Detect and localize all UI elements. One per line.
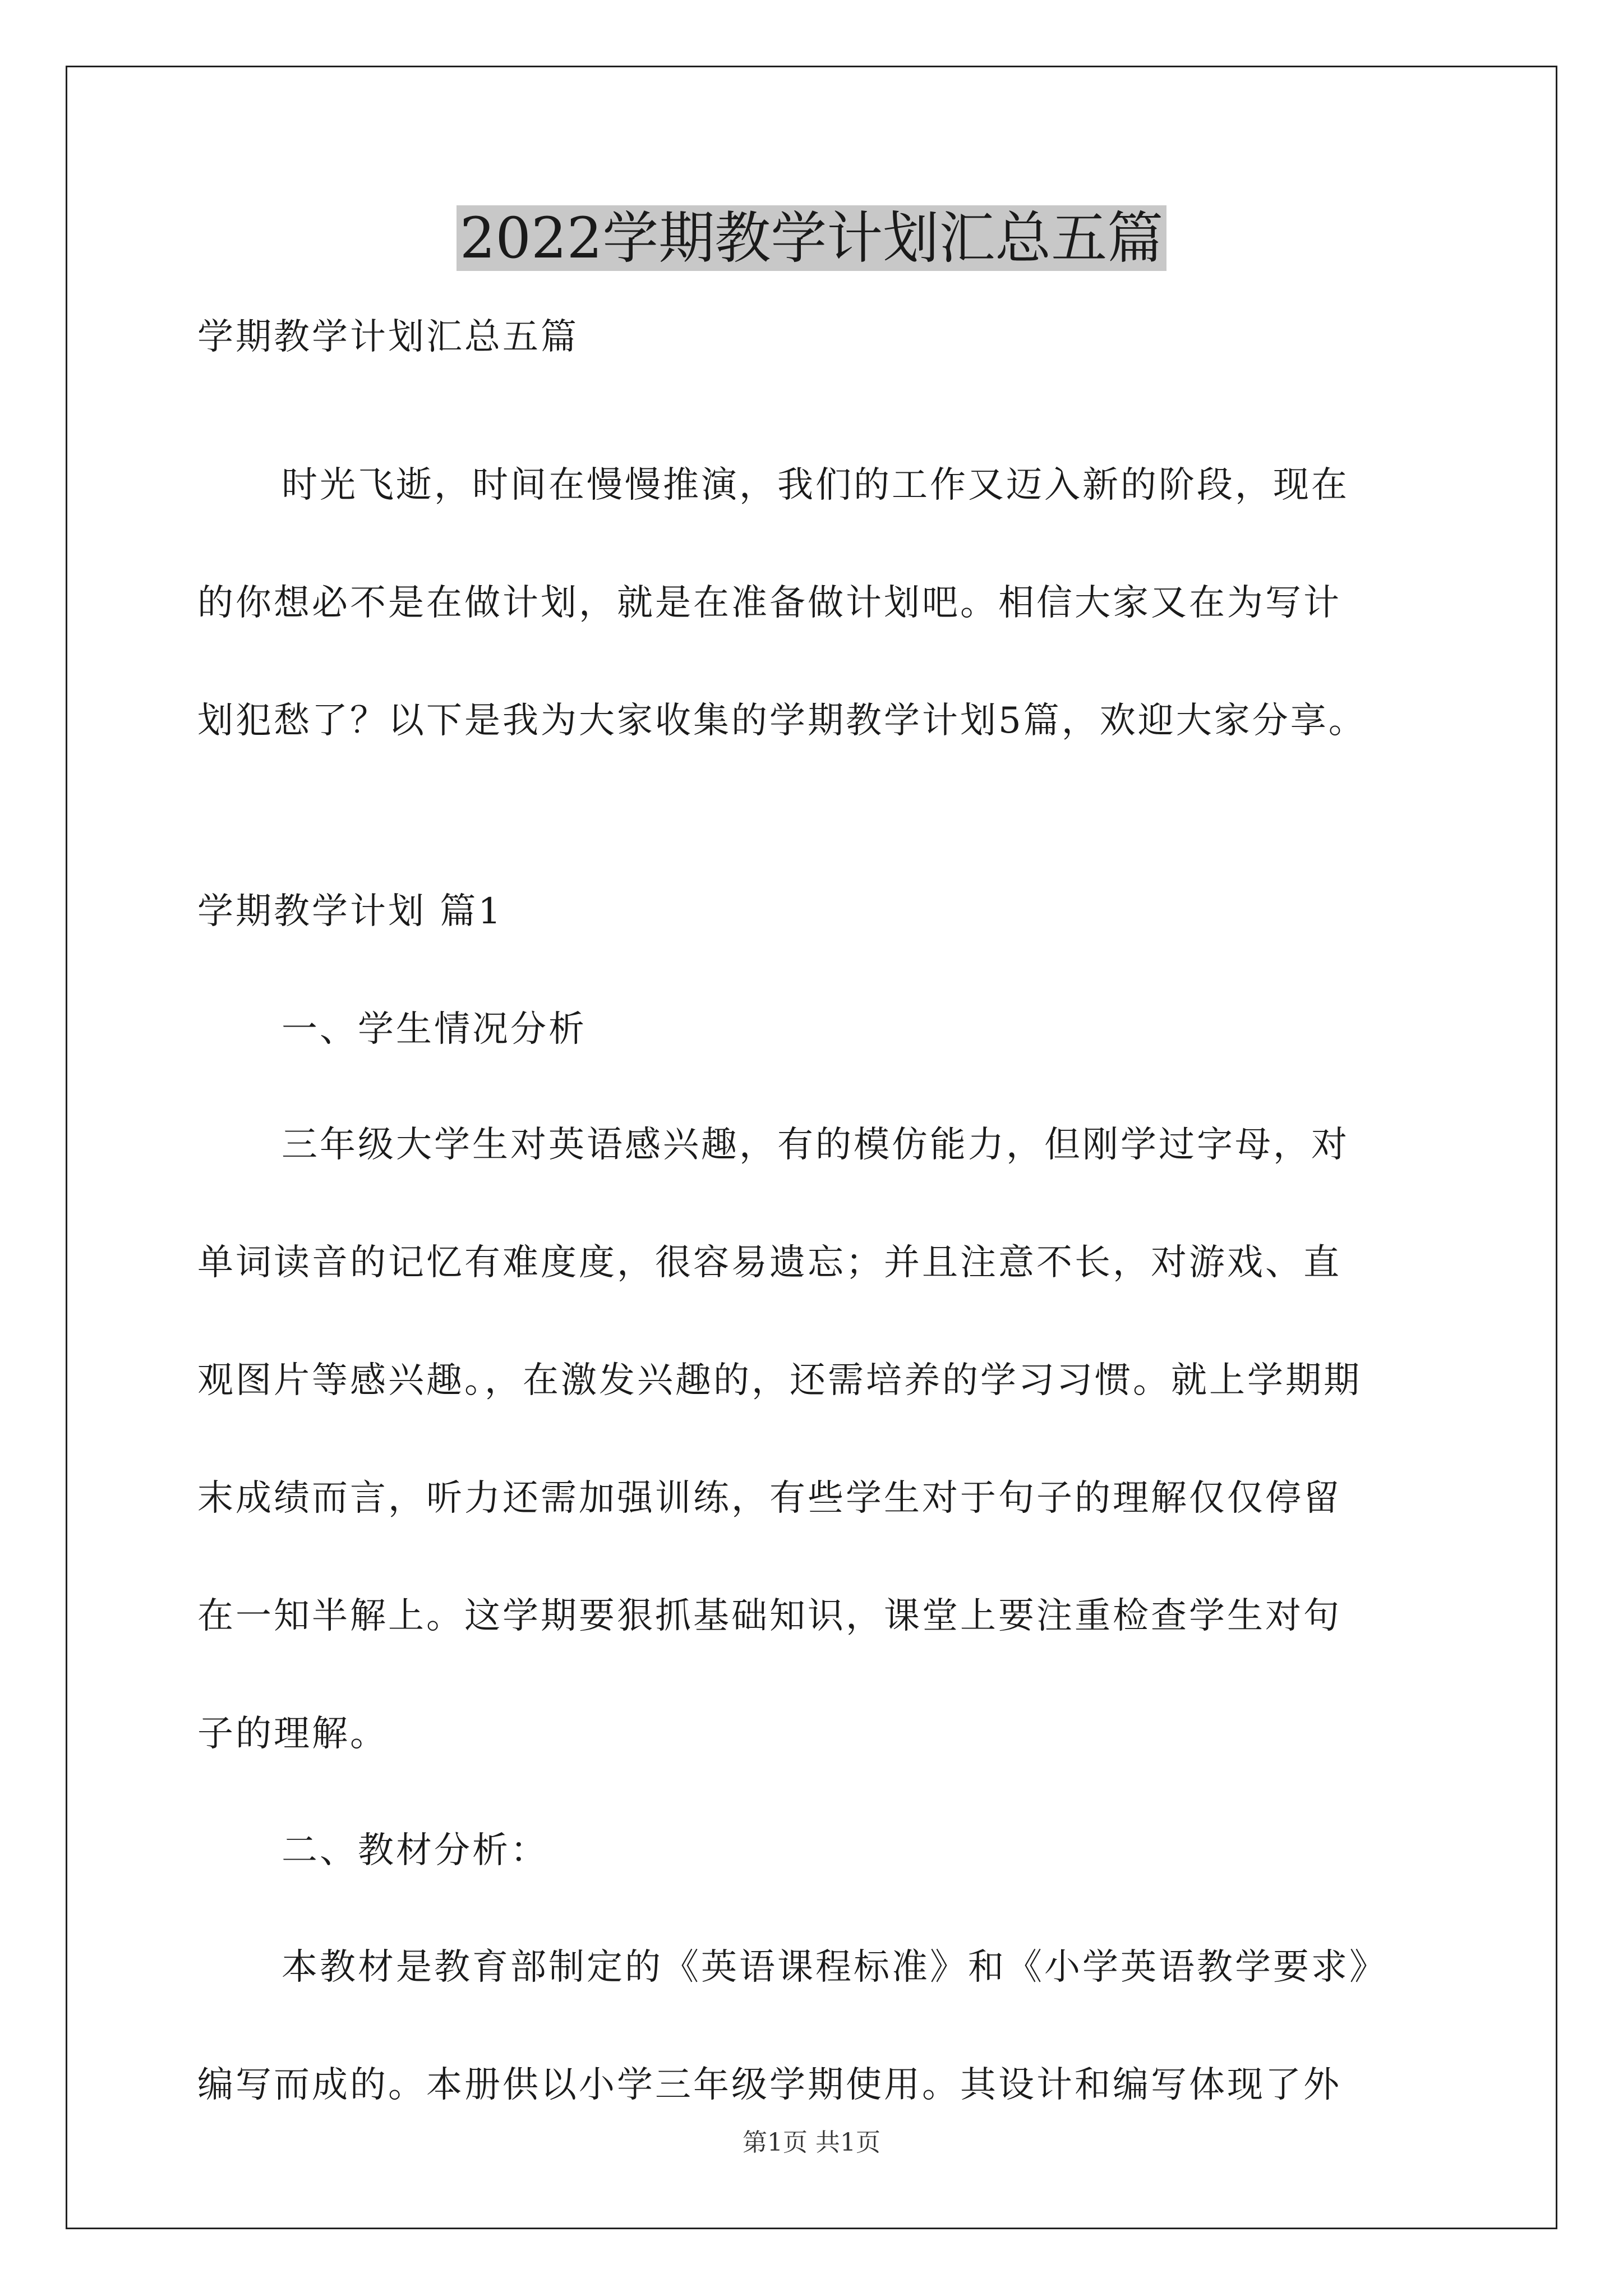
section-heading-1: 学期教学计划 篇1 xyxy=(197,891,504,932)
page-footer: 第1页 共1页 xyxy=(743,2128,880,2157)
subheading-students: 一、学生情况分析 xyxy=(282,1009,587,1050)
body-line-6: 子的理解。 xyxy=(197,1713,388,1755)
intro-line-2: 的你想必不是在做计划，就是在准备做计划吧。相信大家又在为写计 xyxy=(197,582,1341,624)
intro-line-1: 时光飞逝，时间在慢慢推演，我们的工作又迈入新的阶段，现在 xyxy=(282,464,1349,506)
body-line-3: 观图片等感兴趣。，在激发兴趣的，还需培养的学习习惯。就上学期期 xyxy=(197,1360,1362,1401)
subtitle-line: 学期教学计划汇总五篇 xyxy=(197,316,579,358)
body-line-4: 末成绩而言，听力还需加强训练，有些学生对于句子的理解仅仅停留 xyxy=(197,1478,1341,1519)
body-line-8: 编写而成的。本册供以小学三年级学期使用。其设计和编写体现了外 xyxy=(197,2064,1341,2106)
body-line-1: 三年级大学生对英语感兴趣，有的模仿能力，但刚学过字母，对 xyxy=(282,1124,1349,1166)
body-line-5: 在一知半解上。这学期要狠抓基础知识，课堂上要注重检查学生对句 xyxy=(197,1595,1341,1637)
body-line-2: 单词读音的记忆有难度度，很容易遗忘；并且注意不长，对游戏、直 xyxy=(197,1242,1341,1283)
body-line-7: 本教材是教育部制定的《英语课程标准》和《小学英语教学要求》 xyxy=(282,1947,1387,1988)
document-title xyxy=(0,202,1623,275)
title-text: 2022学期教学计划汇总五篇 xyxy=(457,205,1167,271)
subheading-textbook: 二、教材分析： xyxy=(282,1830,548,1871)
intro-line-3: 划犯愁了？以下是我为大家收集的学期教学计划5篇，欢迎大家分享。 xyxy=(197,700,1367,742)
